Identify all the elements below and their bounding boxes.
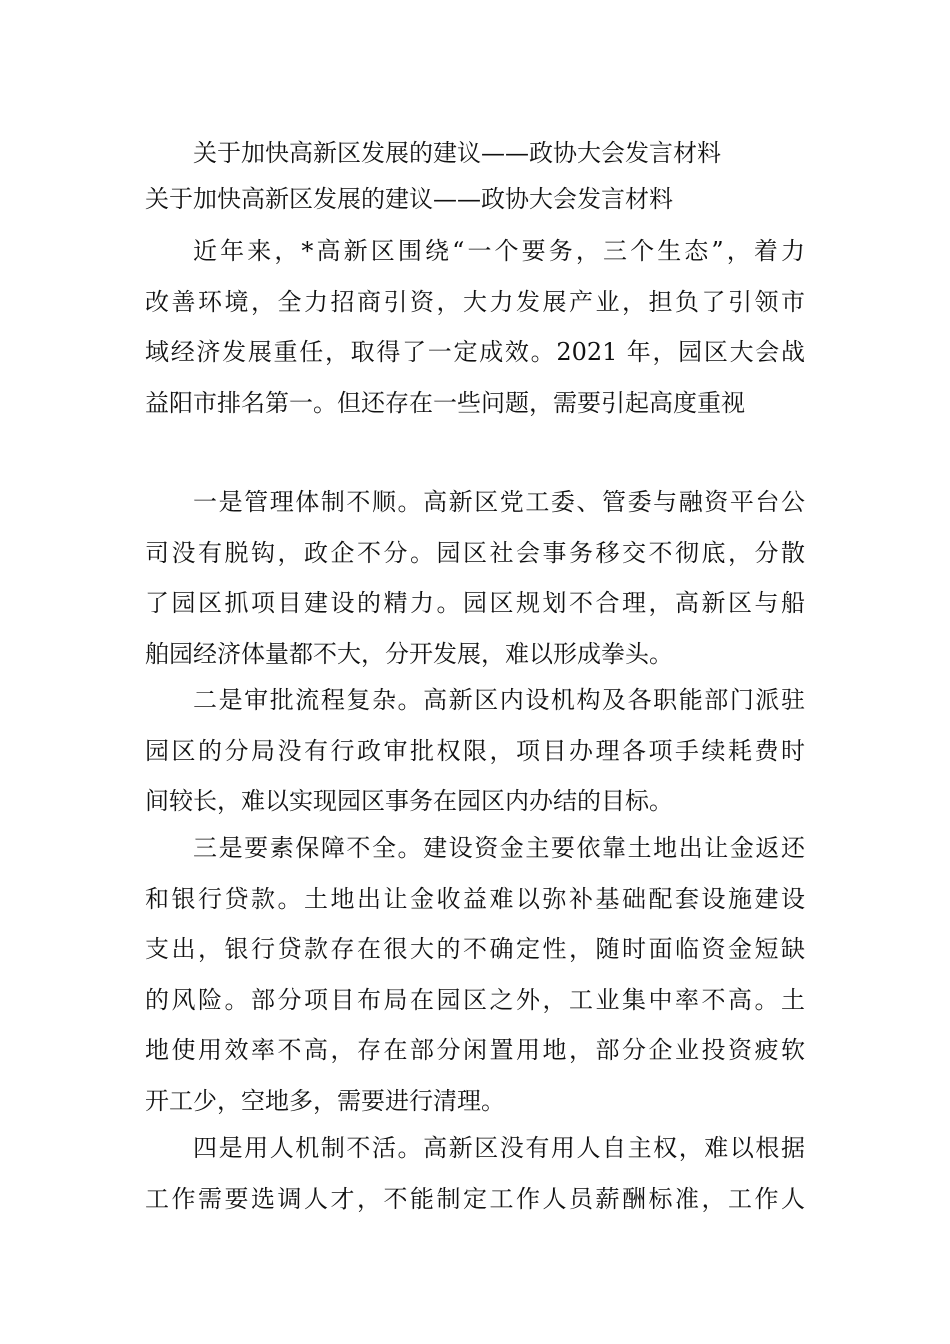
paragraph-line: 域经济发展重任，取得了一定成效。2021 年，园区大会战 — [145, 338, 805, 366]
paragraph-line: 工作需要选调人才，不能制定工作人员薪酬标准，工作人 — [145, 1184, 805, 1213]
paragraph-line: 支出，银行贷款存在很大的不确定性，随时面临资金短缺 — [145, 935, 805, 963]
paragraph-line: 和银行贷款。土地出让金收益难以弥补基础配套设施建设 — [145, 884, 805, 913]
paragraph-line: 一是管理体制不顺。高新区党工委、管委与融资平台公 — [193, 488, 805, 516]
paragraph-line: 四是用人机制不活。高新区没有用人自主权，难以根据 — [193, 1134, 805, 1162]
paragraph-line: 的风险。部分项目布局在园区之外，工业集中率不高。土 — [145, 985, 805, 1014]
paragraph-resources — [145, 823, 805, 1126]
paragraph-line: 益阳市排名第一。但还存在一些问题，需要引起高度重视 — [145, 388, 745, 417]
document-title: 关于加快高新区发展的建议——政协大会发言材料 — [193, 139, 721, 167]
paragraph-line: 司没有脱钩，政企不分。园区社会事务移交不彻底，分散 — [145, 538, 805, 567]
paragraph-management — [145, 477, 805, 679]
paragraph-line: 舶园经济体量都不大，分开发展，难以形成拳头。 — [145, 639, 673, 668]
paragraph-hr — [145, 1123, 805, 1224]
paragraph-intro — [145, 226, 805, 428]
paragraph-line: 改善环境，全力招商引资，大力发展产业，担负了引领市 — [145, 287, 805, 316]
paragraph-line: 三是要素保障不全。建设资金主要依靠土地出让金返还 — [193, 834, 805, 862]
paragraph-line: 开工少，空地多，需要进行清理。 — [145, 1086, 505, 1115]
paragraph-line: 地使用效率不高，存在部分闲置用地，部分企业投资疲软 — [145, 1036, 805, 1064]
paragraph-approval — [145, 675, 805, 827]
document-subtitle: 关于加快高新区发展的建议——政协大会发言材料 — [145, 185, 673, 213]
paragraph-line: 园区的分局没有行政审批权限，项目办理各项手续耗费时 — [145, 736, 805, 765]
paragraph-line: 间较长，难以实现园区事务在园区内办结的目标。 — [145, 787, 673, 815]
paragraph-line: 近年来，*高新区围绕“一个要务，三个生态”，着力 — [193, 237, 805, 265]
paragraph-line: 了园区抓项目建设的精力。园区规划不合理，高新区与船 — [145, 589, 805, 617]
paragraph-line: 二是审批流程复杂。高新区内设机构及各职能部门派驻 — [193, 686, 805, 714]
